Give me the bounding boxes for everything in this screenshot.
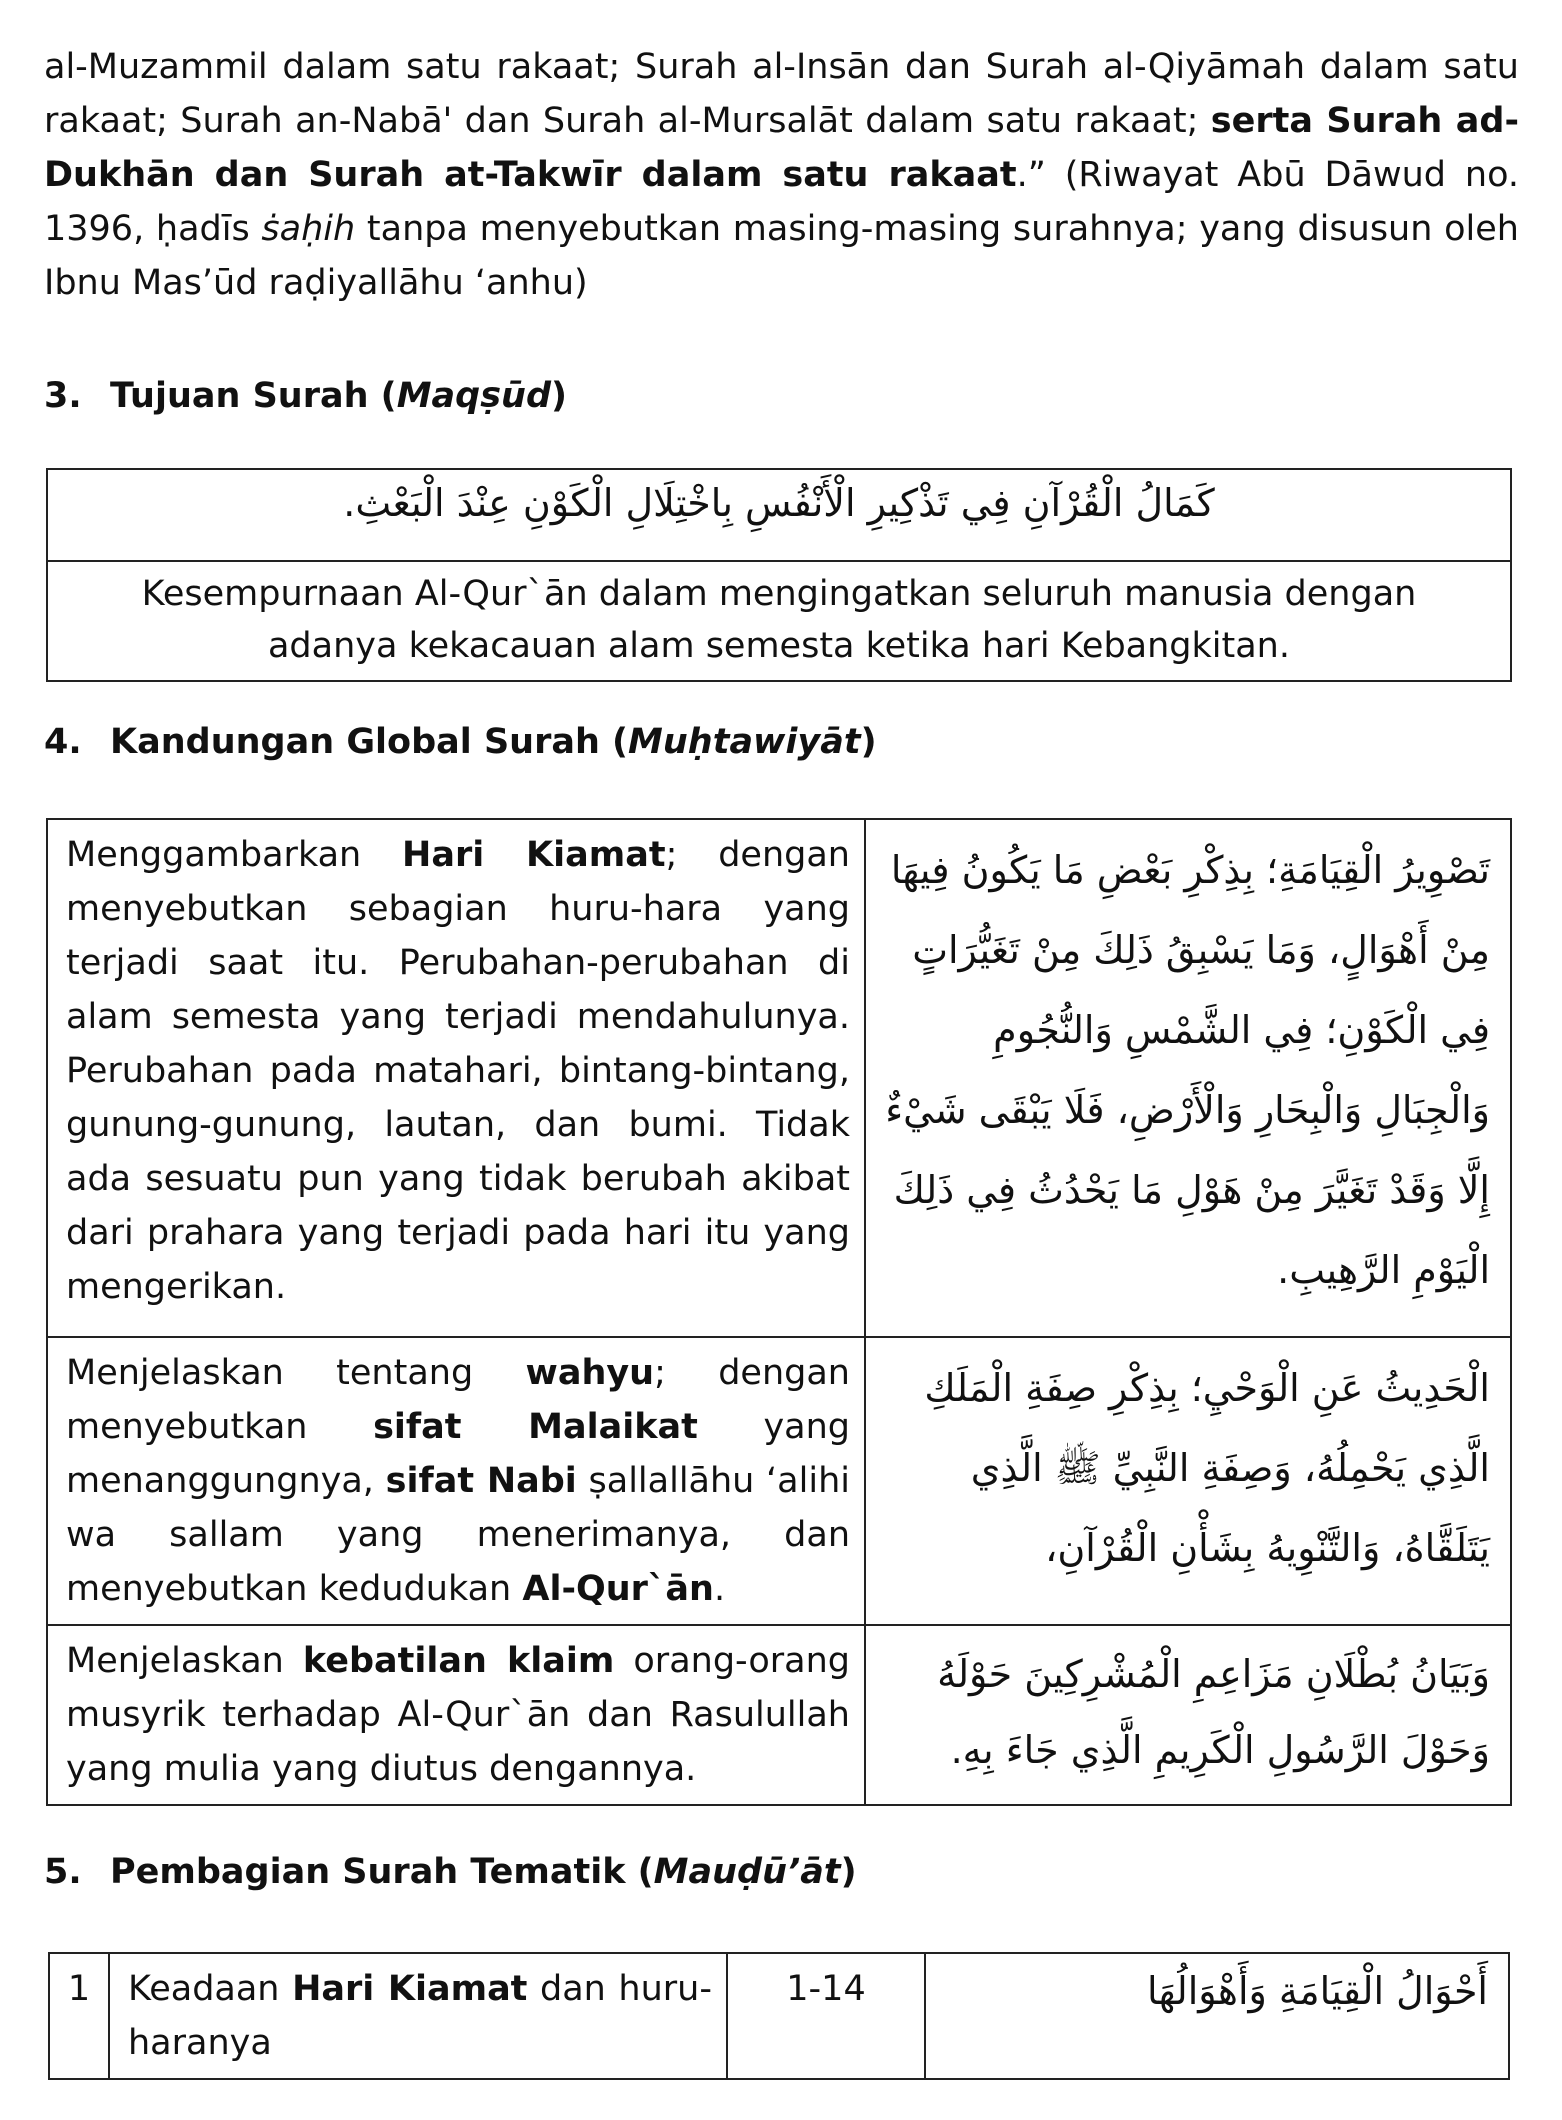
row-2-bold-b: sifat Malaikat bbox=[373, 1407, 698, 1447]
section-5-title-italic: Mauḍū’āt bbox=[653, 1852, 841, 1892]
row-2-bold-d: Al-Qur`ān bbox=[522, 1569, 714, 1609]
row-1-bold: Hari Kiamat bbox=[402, 835, 666, 875]
purpose-arabic: كَمَالُ الْقُرْآنِ فِي تَذْكِيرِ الْأَنْفُسِ بِاخْتِلَالِ الْكَوْنِ عِنْدَ الْبَعْثِ. bbox=[47, 469, 1511, 561]
themes-row-arabic: أَحْوَالُ الْقِيَامَةِ وَأَهْوَالُهَا bbox=[925, 1953, 1509, 2079]
intro-citation: .” (Riwayat Abū Dāwud no. 1396, ḥadīs bbox=[44, 155, 1519, 249]
contents-table bbox=[46, 818, 1512, 1806]
row-2-bold-c: sifat Nabi bbox=[385, 1461, 577, 1501]
themes-row bbox=[49, 1953, 1509, 2079]
section-3-title-italic: Maqṣūd bbox=[396, 376, 551, 416]
section-3-heading bbox=[44, 376, 567, 416]
row-1-text-b: ; dengan menyebutkan sebagian huru-hara yang terjadi saat itu. Perubahan-perubahan di alam semesta yang terjadi mendahulunya. Perubahan pada matahari, bintang-bintang, gunung-gunung, lautan, dan bumi. Tidak ada sesuatu pun yang tidak berubah akibat dari prahara yang terjadi pada hari itu yang mengerikan. bbox=[66, 835, 850, 1307]
intro-tail: tanpa menyebutkan masing-masing surahnya; yang disusun oleh Ibnu Mas’ūd raḍiyallāhu ‘anhu) bbox=[44, 209, 1519, 303]
section-4-title-italic: Muḥtawiyāt bbox=[628, 722, 861, 762]
row-2-text-b: ; dengan menyebutkan bbox=[66, 1353, 850, 1447]
row-2-text-d: ṣallallāhu ‘alihi wa sallam yang menerimanya, dan menyebutkan kedudukan bbox=[66, 1461, 850, 1609]
section-3-number: 3. bbox=[44, 376, 82, 416]
themes-row-topic bbox=[109, 1953, 727, 2079]
section-5-title: Pembagian Surah Tematik ( bbox=[110, 1852, 654, 1892]
row-1-text-a: Menggambarkan bbox=[66, 835, 362, 875]
themes-topic-a: Keadaan bbox=[128, 1969, 280, 2009]
section-4-title: Kandungan Global Surah ( bbox=[110, 722, 629, 762]
row-3-text-a: Menjelaskan bbox=[66, 1641, 284, 1681]
themes-topic-b: dan huru-haranya bbox=[128, 1969, 712, 2063]
contents-row bbox=[47, 1337, 1511, 1625]
section-4-number: 4. bbox=[44, 722, 82, 762]
row-2-text-c: yang menanggungnya, bbox=[66, 1407, 850, 1501]
section-3-title-close: ) bbox=[551, 376, 567, 416]
section-4-heading bbox=[44, 722, 877, 762]
intro-sahih: ṡaḥih bbox=[261, 209, 356, 249]
purpose-translation: Kesempurnaan Al-Qur`ān dalam mengingatkan seluruh manusia dengan adanya kekacauan alam semesta ketika hari Kebangkitan. bbox=[47, 561, 1511, 681]
themes-topic-bold: Hari Kiamat bbox=[292, 1969, 528, 2009]
row-2-text-a: Menjelaskan tentang bbox=[66, 1353, 474, 1393]
section-5-title-close: ) bbox=[840, 1852, 857, 1892]
contents-row-1-arabic: تَصْوِيرُ الْقِيَامَةِ؛ بِذِكْرِ بَعْضِ مَا يَكُونُ فِيهَا مِنْ أَهْوَالٍ، وَمَا يَسْبِقُ ذَلِكَ مِنْ تَغَيُّرَاتٍ فِي الْكَوْنِ؛ فِي الشَّمْسِ وَالنُّجُومِ وَالْجِبَالِ وَالْبِحَارِ وَالْأَرْضِ، فَلَا يَبْقَى شَيْءٌ إِلَّا وَقَدْ تَغَيَّرَ مِنْ هَوْلِ مَا يَحْدُثُ فِي ذَلِكَ الْيَوْمِ الرَّهِيبِ. bbox=[865, 819, 1511, 1337]
section-3-title: Tujuan Surah ( bbox=[110, 376, 397, 416]
section-4-title-close: ) bbox=[860, 722, 877, 762]
purpose-translation-row bbox=[47, 561, 1511, 681]
row-3-text-b: orang-orang musyrik terhadap Al-Qur`ān dan Rasulullah yang mulia yang diutus dengannya. bbox=[66, 1641, 850, 1789]
section-5-heading bbox=[44, 1852, 857, 1892]
intro-paragraph bbox=[44, 40, 1519, 310]
themes-row-number: 1 bbox=[49, 1953, 109, 2079]
contents-row bbox=[47, 1625, 1511, 1805]
row-2-bold-a: wahyu bbox=[525, 1353, 655, 1393]
themes-row-range: 1-14 bbox=[727, 1953, 925, 2079]
contents-row-1-indonesian bbox=[47, 819, 865, 1337]
contents-row bbox=[47, 819, 1511, 1337]
purpose-table bbox=[46, 468, 1512, 682]
intro-bold-text: serta Surah ad-Dukhān dan Surah at-Takwīr dalam satu rakaat bbox=[44, 101, 1519, 195]
contents-row-2-arabic: الْحَدِيثُ عَنِ الْوَحْيِ؛ بِذِكْرِ صِفَةِ الْمَلَكِ الَّذِي يَحْمِلُهُ، وَصِفَةِ النَّبِيِّ ﷺ الَّذِي يَتَلَقَّاهُ، وَالتَّنْوِيهُ بِشَأْنِ الْقُرْآنِ، bbox=[865, 1337, 1511, 1625]
row-3-bold: kebatilan klaim bbox=[302, 1641, 615, 1681]
row-2-text-e: . bbox=[713, 1569, 726, 1609]
themes-table bbox=[48, 1952, 1510, 2080]
intro-text: al-Muzammil dalam satu rakaat; Surah al-Insān dan Surah al-Qiyāmah dalam satu rakaat; Surah an-Nabā' dan Surah al-Mursalāt dalam satu rakaat; bbox=[44, 47, 1519, 141]
contents-row-3-arabic: وَبَيَانُ بُطْلَانِ مَزَاعِمِ الْمُشْرِكِينَ حَوْلَهُ وَحَوْلَ الرَّسُولِ الْكَرِيمِ الَّذِي جَاءَ بِهِ. bbox=[865, 1625, 1511, 1805]
section-5-number: 5. bbox=[44, 1852, 82, 1892]
contents-row-2-indonesian bbox=[47, 1337, 865, 1625]
purpose-arabic-row bbox=[47, 469, 1511, 561]
contents-row-3-indonesian bbox=[47, 1625, 865, 1805]
